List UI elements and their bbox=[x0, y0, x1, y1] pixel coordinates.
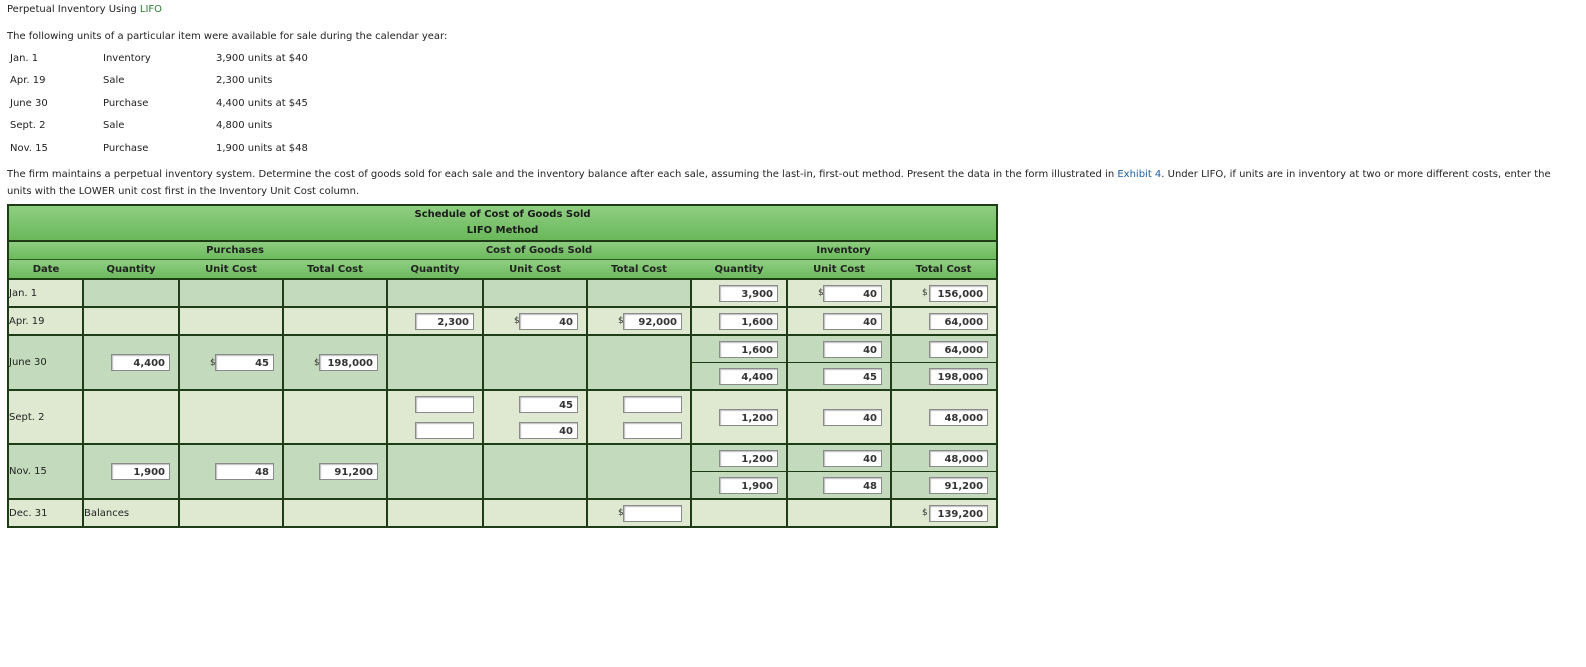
currency-symbol: $ bbox=[922, 288, 928, 298]
currency-symbol: $ bbox=[514, 316, 520, 326]
event-type: Purchase bbox=[103, 97, 149, 109]
instructions-text bbox=[7, 166, 1567, 200]
pur-total-cost-input[interactable]: 198,000 bbox=[319, 354, 378, 371]
inv-quantity-input[interactable]: 1,200 bbox=[719, 409, 778, 426]
event-date: Nov. 15 bbox=[10, 142, 48, 154]
event-detail: 4,400 units at $45 bbox=[216, 97, 308, 109]
pur-quantity-input[interactable]: 1,900 bbox=[111, 463, 170, 480]
currency-symbol: $ bbox=[618, 316, 624, 326]
currency-symbol: $ bbox=[314, 357, 320, 368]
pur-unit-cost-input[interactable]: 45 bbox=[215, 354, 274, 371]
inv-unit-cost-input[interactable]: 45 bbox=[823, 368, 882, 385]
col-cogs-quantity: Quantity bbox=[387, 260, 483, 280]
event-date: Jan. 1 bbox=[10, 53, 39, 64]
group-purchases: Purchases bbox=[83, 241, 387, 260]
inv-quantity-input[interactable]: 1,600 bbox=[719, 313, 778, 330]
currency-symbol: $ bbox=[922, 508, 928, 518]
group-cogs: Cost of Goods Sold bbox=[387, 241, 691, 260]
schedule-title-line1: Schedule of Cost of Goods Sold bbox=[414, 209, 591, 220]
row-date: June 30 bbox=[8, 335, 83, 390]
cogs-total-cost-input[interactable] bbox=[623, 422, 682, 439]
inv-total-cost-input[interactable]: 198,000 bbox=[929, 368, 988, 385]
col-cogs-unit-cost: Unit Cost bbox=[483, 260, 587, 280]
cogs-unit-cost-input[interactable]: 40 bbox=[519, 313, 578, 330]
pur-quantity-input[interactable]: 4,400 bbox=[111, 354, 170, 371]
table-row bbox=[8, 444, 997, 499]
pur-total-cost-input[interactable]: 91,200 bbox=[319, 463, 378, 480]
event-detail: 1,900 units at $48 bbox=[216, 142, 308, 154]
table-row bbox=[8, 499, 997, 527]
event-detail: 3,900 units at $40 bbox=[216, 53, 308, 64]
inv-total-cost-input[interactable]: 156,000 bbox=[929, 285, 988, 302]
row-date: Sept. 2 bbox=[8, 390, 83, 444]
inv-unit-cost-input[interactable]: 40 bbox=[823, 285, 882, 302]
table-row bbox=[8, 307, 997, 335]
inv-unit-cost-input[interactable]: 40 bbox=[823, 409, 882, 426]
currency-symbol: $ bbox=[618, 508, 624, 518]
inv-quantity-input[interactable]: 1,900 bbox=[719, 477, 778, 494]
event-date: Apr. 19 bbox=[10, 75, 46, 87]
inv-total-cost-input[interactable]: 48,000 bbox=[929, 450, 988, 467]
event-date: June 30 bbox=[10, 97, 48, 109]
table-row bbox=[8, 390, 997, 444]
row-date: Apr. 19 bbox=[8, 307, 83, 335]
col-cogs-total-cost: Total Cost bbox=[587, 260, 691, 280]
event-type: Sale bbox=[103, 120, 125, 132]
inv-total-balance-input[interactable]: 139,200 bbox=[929, 505, 988, 522]
currency-symbol: $ bbox=[818, 288, 824, 298]
inv-unit-cost-input[interactable]: 40 bbox=[823, 341, 882, 358]
inv-quantity-input[interactable]: 1,200 bbox=[719, 450, 778, 467]
event-date: Sept. 2 bbox=[10, 120, 46, 132]
inv-total-cost-input[interactable]: 48,000 bbox=[929, 409, 988, 426]
col-pur-quantity: Quantity bbox=[83, 260, 179, 280]
cogs-total-cost-input[interactable]: 92,000 bbox=[623, 313, 682, 330]
page-title bbox=[7, 4, 162, 15]
cogs-total-balance-input[interactable] bbox=[623, 505, 682, 522]
lifo-link[interactable]: LIFO bbox=[139, 4, 163, 15]
instructions-part1: The firm maintains a perpetual inventory system. Determine the cost of goods sold for each sale and the inventory balance after each sale, assuming the last-in, first-out method. Present the data in the form illustrated in bbox=[7, 169, 1118, 180]
cogs-quantity-input[interactable] bbox=[415, 396, 474, 413]
schedule-title bbox=[8, 205, 997, 241]
balances-label: Balances bbox=[83, 499, 179, 527]
currency-symbol: $ bbox=[210, 357, 216, 368]
inv-quantity-input[interactable]: 3,900 bbox=[719, 285, 778, 302]
col-pur-total-cost: Total Cost bbox=[283, 260, 387, 280]
cogs-unit-cost-input[interactable]: 40 bbox=[519, 422, 578, 439]
inv-unit-cost-input[interactable]: 48 bbox=[823, 477, 882, 494]
event-detail: 2,300 units bbox=[216, 75, 273, 87]
exhibit-4-link[interactable]: Exhibit 4 bbox=[1117, 169, 1162, 180]
col-inv-quantity: Quantity bbox=[691, 260, 787, 280]
schedule-title-line2: LIFO Method bbox=[466, 225, 539, 236]
inv-total-cost-input[interactable]: 64,000 bbox=[929, 341, 988, 358]
cogs-quantity-input[interactable] bbox=[415, 422, 474, 439]
lifo-schedule-table bbox=[7, 204, 998, 528]
inv-total-cost-input[interactable]: 64,000 bbox=[929, 313, 988, 330]
table-row bbox=[8, 279, 997, 307]
col-inv-unit-cost: Unit Cost bbox=[787, 260, 891, 280]
pur-unit-cost-input[interactable]: 48 bbox=[215, 463, 274, 480]
cogs-total-cost-input[interactable] bbox=[623, 396, 682, 413]
row-date: Dec. 31 bbox=[8, 499, 83, 527]
event-type: Purchase bbox=[103, 142, 149, 154]
col-inv-total-cost: Total Cost bbox=[891, 260, 997, 280]
col-date: Date bbox=[8, 260, 83, 280]
inv-total-cost-input[interactable]: 91,200 bbox=[929, 477, 988, 494]
group-inventory: Inventory bbox=[691, 241, 997, 260]
title-prefix: Perpetual Inventory Using bbox=[7, 4, 140, 15]
row-date: Jan. 1 bbox=[8, 279, 83, 307]
inv-quantity-input[interactable]: 4,400 bbox=[719, 368, 778, 385]
instructions-part2: . Under LIFO, if units are in inventory at two or more different costs, enter the units with the LOWER unit cost first in the Inventory Unit Cost column. bbox=[7, 169, 1551, 197]
cogs-quantity-input[interactable]: 2,300 bbox=[415, 313, 474, 330]
event-detail: 4,800 units bbox=[216, 120, 273, 132]
row-date: Nov. 15 bbox=[8, 444, 83, 499]
cogs-unit-cost-input[interactable]: 45 bbox=[519, 396, 578, 413]
inv-unit-cost-input[interactable]: 40 bbox=[823, 313, 882, 330]
intro-text: The following units of a particular item were available for sale during the calendar year: bbox=[7, 31, 448, 42]
event-type: Inventory bbox=[103, 53, 151, 64]
event-type: Sale bbox=[103, 75, 125, 87]
table-row bbox=[8, 335, 997, 390]
inv-unit-cost-input[interactable]: 40 bbox=[823, 450, 882, 467]
inv-quantity-input[interactable]: 1,600 bbox=[719, 341, 778, 358]
col-pur-unit-cost: Unit Cost bbox=[179, 260, 283, 280]
